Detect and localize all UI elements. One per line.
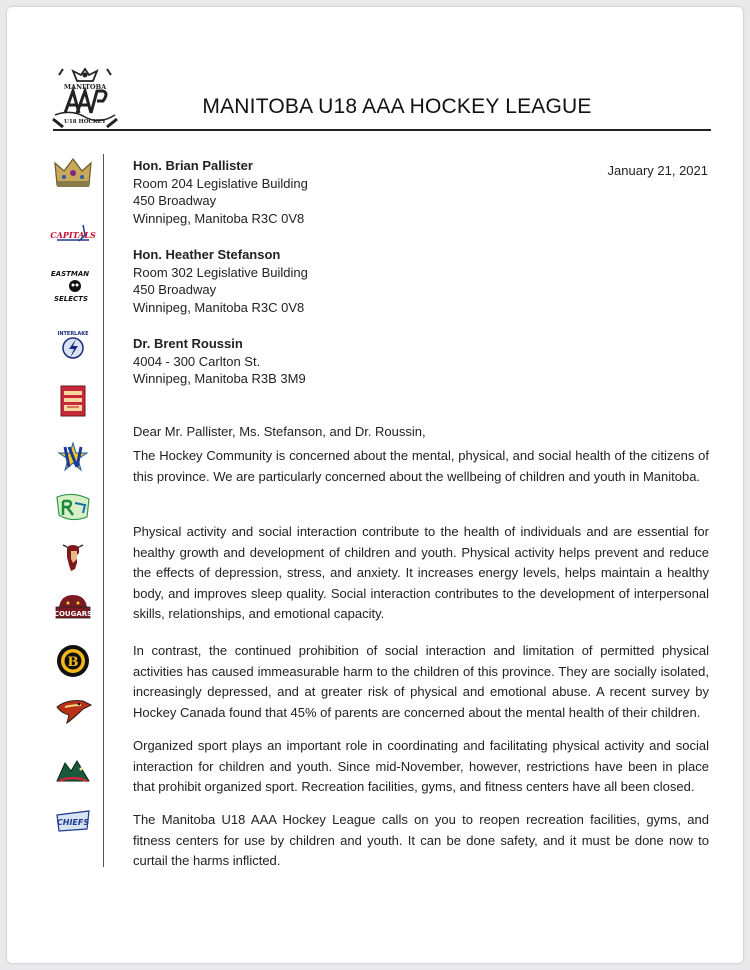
league-logo-top-text: MANITOBA <box>63 83 107 91</box>
body-paragraph: The Manitoba U18 AAA Hockey League calls on you to reopen recreation facilities, gyms, and fitness centers for use by children and youth. It can be done safety, and it must be done now to curtail the harms inflicted. <box>133 812 709 869</box>
recipient-address-line: Winnipeg, Manitoba R3C 0V8 <box>133 300 305 316</box>
kings-crown-logo <box>53 155 93 191</box>
letter-page <box>7 7 743 963</box>
body-paragraph: In contrast, the continued prohibition of social interaction and limitation of permitted physical activities has caused immeasurable harm to the children of this province. They are socially isolated, increasingly depressed, and at greater risk of physical and emotional abuse. A recent survey by Hockey Canada found that 45% of parents are concerned about the mental health of their children. <box>133 643 709 720</box>
capitals-logo-text: CAPITALS <box>50 230 96 240</box>
recipient-address-line: 450 Broadway <box>133 193 217 209</box>
league-logo <box>51 65 119 131</box>
page-title: MANITOBA U18 AAA HOCKEY LEAGUE <box>202 95 592 118</box>
bruins-logo-text: B <box>67 655 79 670</box>
recipient-block <box>133 335 306 388</box>
salutation: Dear Mr. Pallister, Ms. Stefanson, and Dr. Roussin, <box>133 424 426 439</box>
recipient-name: Hon. Brian Pallister <box>133 158 253 173</box>
recipient-address-line: 450 Broadway <box>133 282 217 298</box>
recipient-name: Hon. Heather Stefanson <box>133 247 281 262</box>
body-paragraph: Organized sport plays an important role in coordinating and facilitating physical activity and social interaction for children and youth. Since mid-November, however, restrictions have been in place that prohibit organized sport. Recreation facilities, gyms, and fitness centers have all been closed. <box>133 738 709 795</box>
thrashers-logo <box>53 383 93 419</box>
sidebar-divider <box>103 154 104 867</box>
chiefs-logo <box>53 803 93 839</box>
eastman-logo-bottom-text: SELECTS <box>53 295 89 303</box>
mustangs-star-logo <box>53 439 93 475</box>
eastman-logo-top-text: EASTMAN <box>50 270 90 278</box>
recipient-address-line: Winnipeg, Manitoba R3C 0V8 <box>133 211 305 227</box>
interlake-lightning-logo <box>53 327 93 363</box>
wild-logo <box>53 753 93 789</box>
warrior-head-logo <box>53 541 93 577</box>
recipient-name: Dr. Brent Roussin <box>133 336 243 351</box>
cougars-logo <box>53 589 93 625</box>
recipient-address-line: 4004 - 300 Carlton St. <box>133 353 261 369</box>
recipient-address-line: Room 302 Legislative Building <box>133 264 308 280</box>
recipient-address-line: Room 204 Legislative Building <box>133 175 308 191</box>
header-divider <box>53 129 711 131</box>
recipient-address-line: Winnipeg, Manitoba R3B 3M9 <box>133 371 306 387</box>
letter-date: January 21, 2021 <box>607 163 708 178</box>
interlake-logo-text: INTERLAKE <box>57 331 89 337</box>
league-logo-bottom-text: U18 HOCKEY <box>64 119 106 125</box>
bruins-logo <box>53 643 93 679</box>
body-paragraph: The Hockey Community is concerned about the mental, physical, and social health of the citizens of this province. We are particularly concerned about the wellbeing of children and youth in Manitoba. <box>133 448 709 484</box>
body-paragraph: Physical activity and social interaction contribute to the health of individuals and are essential for healthy growth and development of children and youth. Physical activity helps prevent and reduce the effects of depression, stress, and anxiety. It increases energy levels, helps maintain a healthy body, and improves sleep quality. Social interaction contributes to the development of interpersonal skills, relationships, and emotional capacity. <box>133 524 709 622</box>
thrasher-bird-logo <box>53 693 93 729</box>
eastman-selects-logo <box>50 267 93 303</box>
cougars-logo-text: COUGARS <box>53 610 93 618</box>
rangers-logo <box>53 489 93 525</box>
recipient-block <box>133 246 308 317</box>
capitals-logo <box>50 217 96 253</box>
chiefs-logo-text: CHIEFS <box>56 818 90 827</box>
recipient-block <box>133 157 308 228</box>
